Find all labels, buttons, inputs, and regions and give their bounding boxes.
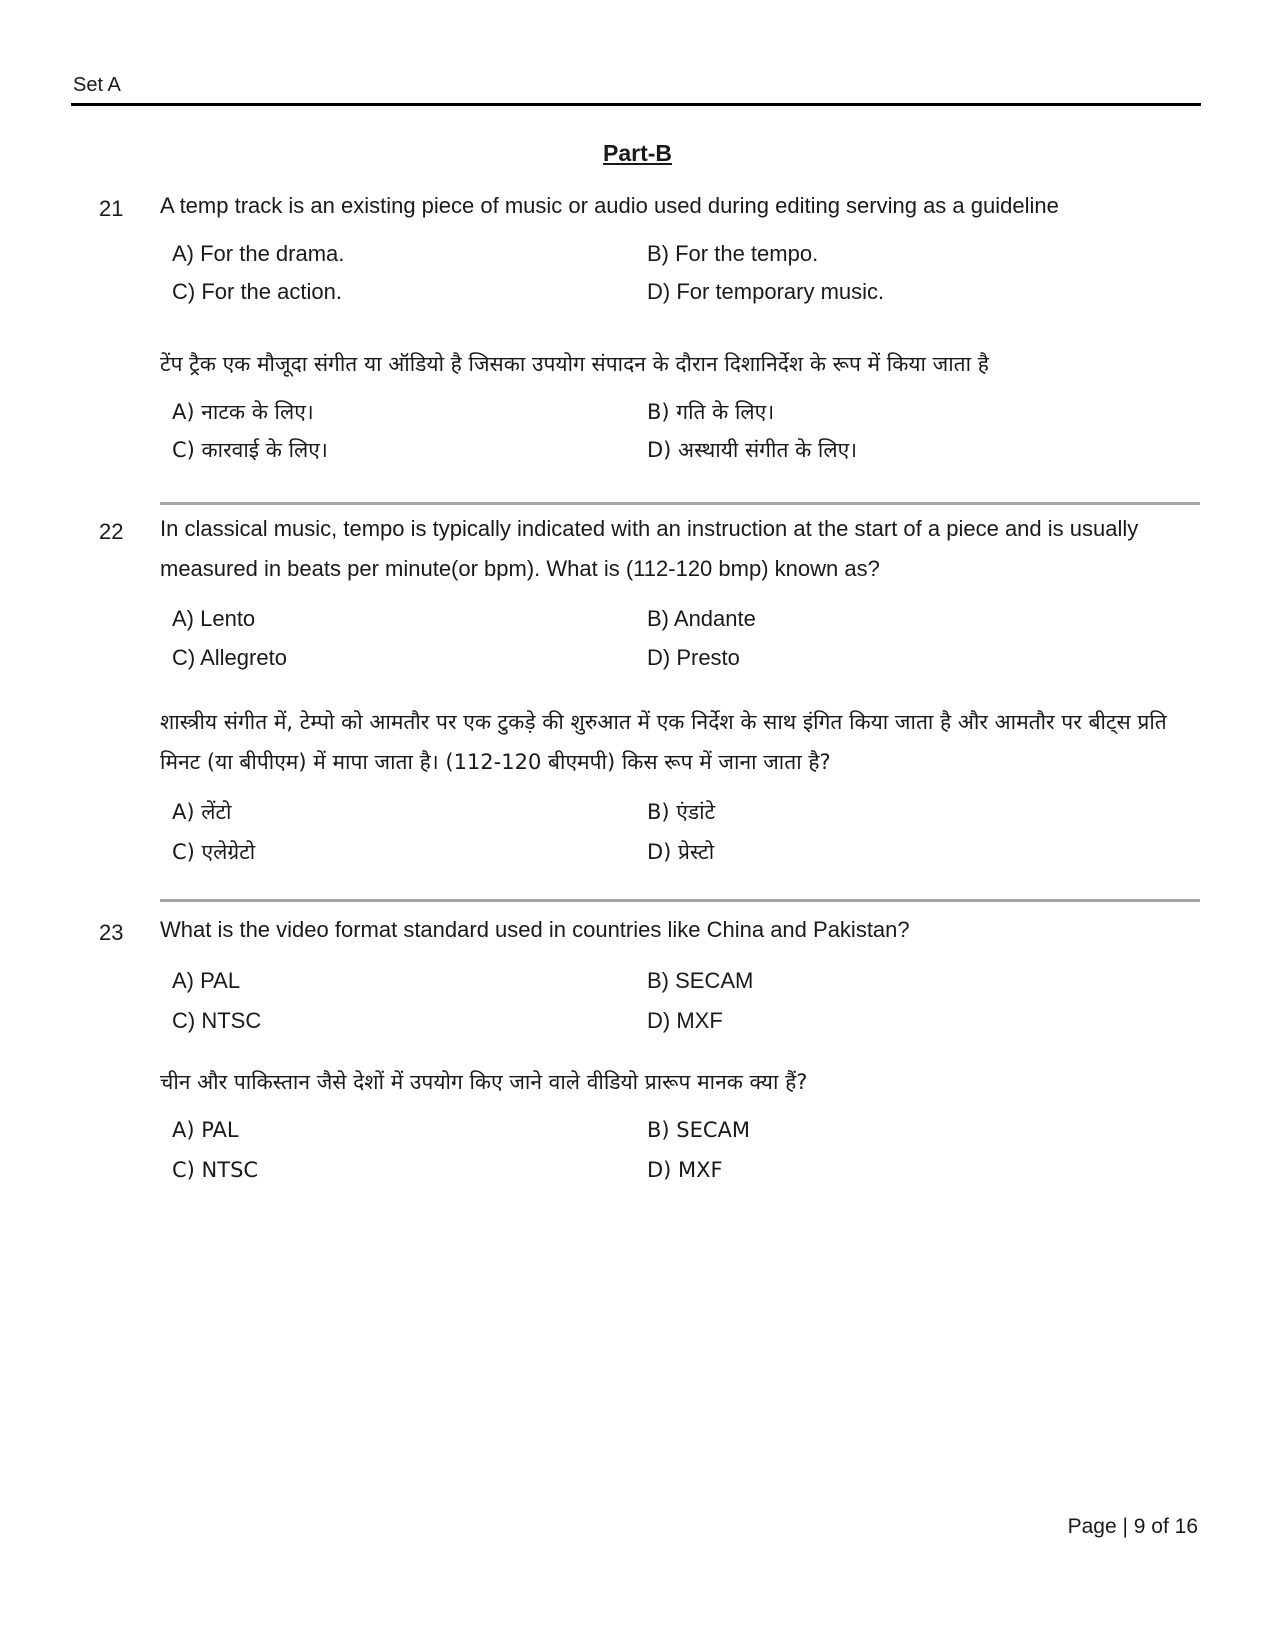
question-text-hi: टेंप ट्रैक एक मौजूदा संगीत या ऑडियो है जिसका उपयोग संपादन के दौरान दिशानिर्देश के रूप में किया जाता है: [160, 352, 989, 376]
option-a-en: A) Lento: [172, 606, 256, 631]
option-b-en: B) Andante: [647, 606, 756, 631]
option-b-en: B) SECAM: [647, 968, 754, 993]
option-c-en: C) Allegreto: [172, 645, 287, 670]
option-a-en: A) For the drama.: [172, 241, 345, 266]
option-c-hi: C) एलेग्रेटो: [172, 840, 256, 864]
option-b-hi: B) एंडांटे: [647, 800, 716, 824]
option-d-en: D) MXF: [647, 1008, 723, 1033]
question-text-hi: चीन और पाकिस्तान जैसे देशों में उपयोग किए जाने वाले वीडियो प्रारूप मानक क्या हैं?: [160, 1070, 808, 1094]
option-d-hi: D) अस्थायी संगीत के लिए।: [647, 438, 858, 462]
question-text-hi: शास्त्रीय संगीत में, टेम्पो को आमतौर पर एक टुकड़े की शुरुआत में एक निर्देश के साथ इंगित किया जाता है और आमतौर पर बीट्स प्रति मिनट (या बीपीएम) में मापा जाता है। (112-120 बीएमपी) किस रूप में जाना जाता है?: [160, 710, 1167, 774]
question-text-en: In classical music, tempo is typically indicated with an instruction at the start of a piece and is usually measured in beats per minute(or bpm). What is (112-120 bmp) known as?: [160, 516, 1139, 581]
question-text-en: What is the video format standard used in countries like China and Pakistan?: [160, 917, 910, 942]
option-a-hi: A) नाटक के लिए।: [172, 400, 314, 424]
set-label: Set A: [73, 74, 121, 96]
question-number: 21: [99, 196, 124, 221]
option-c-hi: C) NTSC: [172, 1158, 259, 1182]
header-rule: [71, 103, 1201, 106]
option-a-hi: A) लेंटो: [172, 800, 232, 824]
question-text-en: A temp track is an existing piece of music or audio used during editing serving as a guideline: [160, 193, 1059, 218]
page-number: Page | 9 of 16: [1067, 1515, 1198, 1538]
option-d-hi: D) MXF: [647, 1158, 723, 1182]
part-title: Part-B: [602, 140, 672, 166]
option-c-hi: C) कारवाई के लिए।: [172, 438, 328, 462]
question-number: 23: [99, 920, 124, 945]
option-c-en: C) For the action.: [172, 279, 342, 304]
option-b-hi: B) SECAM: [647, 1118, 751, 1142]
option-b-hi: B) गति के लिए।: [647, 400, 775, 424]
option-d-en: D) For temporary music.: [647, 279, 885, 304]
option-a-en: A) PAL: [172, 968, 241, 993]
option-a-hi: A) PAL: [172, 1118, 239, 1142]
option-c-en: C) NTSC: [172, 1008, 262, 1033]
option-b-en: B) For the tempo.: [647, 241, 819, 266]
question-number: 22: [99, 519, 124, 544]
question-divider: [160, 899, 1200, 902]
option-d-en: D) Presto: [647, 645, 740, 670]
question-divider: [160, 502, 1200, 505]
option-d-hi: D) प्रेस्टो: [647, 840, 715, 864]
